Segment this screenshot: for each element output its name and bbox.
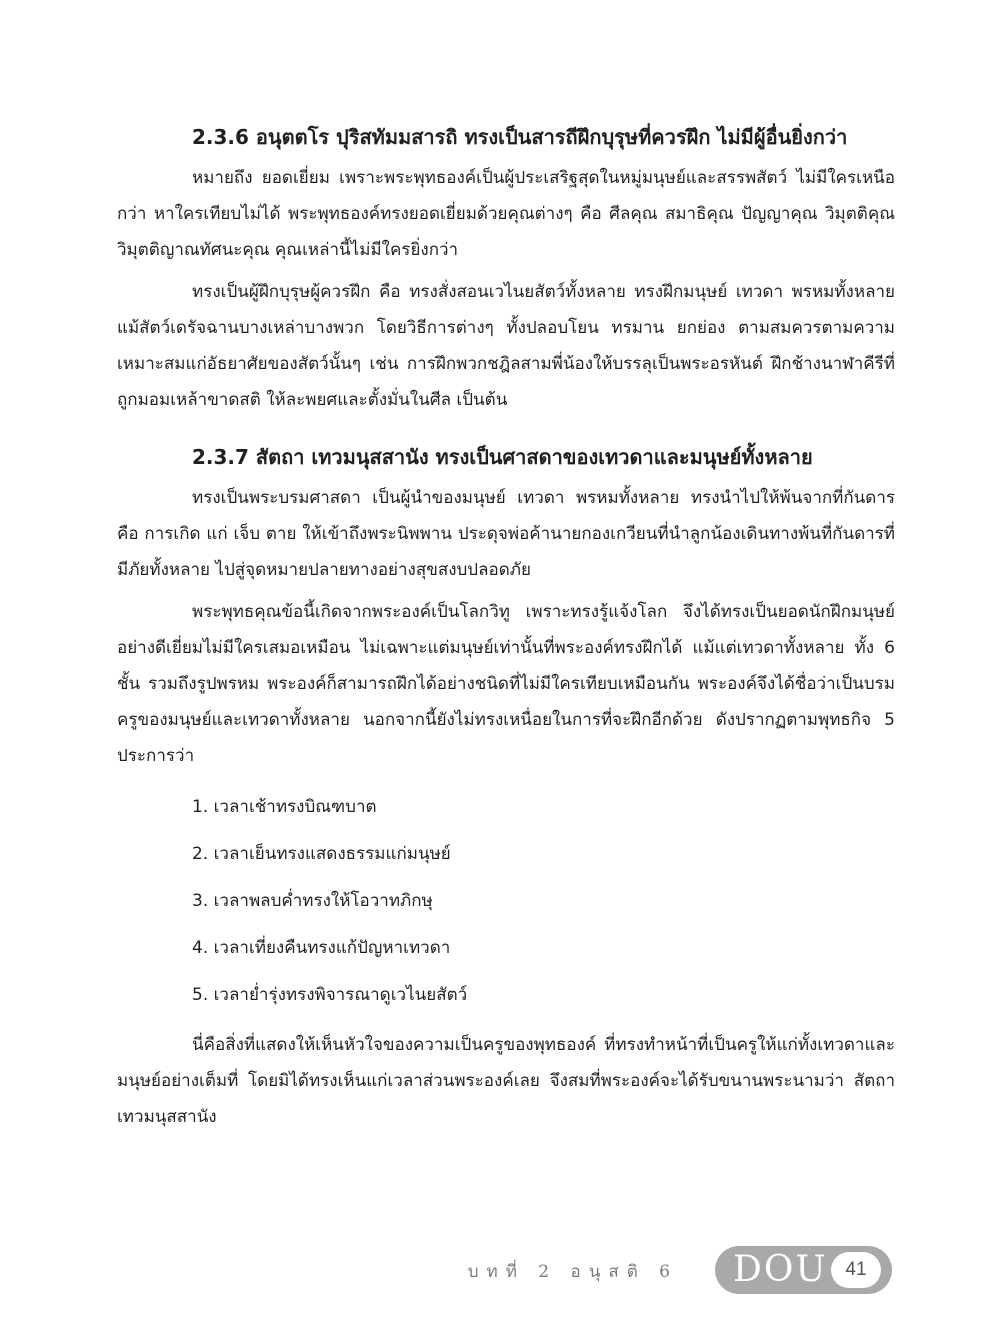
dou-logo: DOU: [733, 1249, 828, 1290]
section-237-heading: 2.3.7 สัตถา เทวมนุสสานัง ทรงเป็นศาสดาของเทวดาและมนุษย์ทั้งหลาย: [192, 445, 813, 469]
section-237-paragraph-1: ทรงเป็นพระบรมศาสดา เป็นผู้นำของมนุษย์ เทวดา พรหมทั้งหลาย ทรงนำไปให้พ้นจากที่กันดาร คือ การเกิด แก่ เจ็บ ตาย ให้เข้าถึงพระนิพพาน ประดุจพ่อค้านายกองเกวียนที่นำลูกน้องเดินทางพ้นที่กันดารที่มีภัยทั้งหลาย ไปสู่จุดหมายปลายทางอย่างสุขสงบปลอดภัย: [117, 488, 895, 580]
page-number: 41: [831, 1252, 881, 1288]
page-footer: [0, 1242, 1000, 1302]
section-236-paragraph-1: หมายถึง ยอดเยี่ยม เพราะพระพุทธองค์เป็นผู้ประเสริฐสุดในหมู่มนุษย์และสรรพสัตว์ ไม่มีใครเหนือกว่า หาใครเทียบไม่ได้ พระพุทธองค์ทรงยอดเยี่ยมด้วยคุณต่างๆ คือ ศีลคุณ สมาธิคุณ ปัญญาคุณ วิมุตติคุณ วิมุตติญาณทัศนะคุณ คุณเหล่านี้ไม่มีใครยิ่งกว่า: [117, 168, 895, 260]
page-content: [117, 118, 895, 1135]
list-item: 3. เวลาพลบค่ำทรงให้โอวาทภิกษุ: [192, 891, 433, 911]
section-236-paragraph-2: ทรงเป็นผู้ฝึกบุรุษผู้ควรฝึก คือ ทรงสั่งสอนเวไนยสัตว์ทั้งหลาย ทรงฝึกมนุษย์ เทวดา พรหมทั้งหลาย แม้สัตว์เดรัจฉานบางเหล่าบางพวก โดยวิธีการต่างๆ ทั้งปลอบโยน ทรมาน ยกย่อง ตามสมควรตามความเหมาะสมแก่อัธยาศัยของสัตว์นั้นๆ เช่น การฝึกพวกชฎิลสามพี่น้องให้บรรลุเป็นพระอรหันต์ ฝึกช้างนาฬาคีรีที่ถูกมอมเหล้าขาดสติ ให้ละพยศและตั้งมั่นในศีล เป็นต้น: [117, 282, 895, 410]
list-item: 2. เวลาเย็นทรงแสดงธรรมแก่มนุษย์: [192, 844, 451, 864]
section-237-paragraph-2: พระพุทธคุณข้อนี้เกิดจากพระองค์เป็นโลกวิทู เพราะทรงรู้แจ้งโลก จึงได้ทรงเป็นยอดนักฝึกมนุษย์อย่างดีเยี่ยมไม่มีใครเสมอเหมือน ไม่เฉพาะแต่มนุษย์เท่านั้นที่พระองค์ทรงฝึกได้ แม้แต่เทวดาทั้งหลาย ทั้ง 6 ชั้น รวมถึงรูปพรหม พระองค์ก็สามารถฝึกได้อย่างชนิดที่ไม่มีใครเทียบเหมือนกัน พระองค์จึงได้ชื่อว่าเป็นบรมครูของมนุษย์และเทวดาทั้งหลาย นอกจากนี้ยังไม่ทรงเหนื่อยในการที่จะฝึกอีกด้วย ดังปรากฏตามพุทธกิจ 5 ประการว่า: [117, 602, 895, 766]
dou-badge: [715, 1246, 892, 1294]
list-item: 1. เวลาเช้าทรงบิณฑบาต: [192, 797, 377, 817]
list-item: 5. เวลาย่ำรุ่งทรงพิจารณาดูเวไนยสัตว์: [192, 985, 468, 1005]
list-item: 4. เวลาเที่ยงคืนทรงแก้ปัญหาเทวดา: [192, 938, 451, 958]
chapter-label: บทที่ 2 อนุสติ 6: [467, 1262, 678, 1282]
section-237-closing-paragraph: นี่คือสิ่งที่แสดงให้เห็นหัวใจของความเป็นครูของพุทธองค์ ที่ทรงทำหน้าที่เป็นครูให้แก่ทั้งเทวดาและมนุษย์อย่างเต็มที่ โดยมิได้ทรงเห็นแก่เวลาส่วนพระองค์เลย จึงสมที่พระองค์จะได้รับขนานพระนามว่า สัตถาเทวมนุสสานัง: [117, 1035, 895, 1127]
section-236-heading: 2.3.6 อนุตตโร ปุริสทัมมสารถิ ทรงเป็นสารถีฝึกบุรุษที่ควรฝึก ไม่มีผู้อื่นยิ่งกว่า: [192, 125, 848, 149]
duties-list: [117, 784, 895, 1019]
